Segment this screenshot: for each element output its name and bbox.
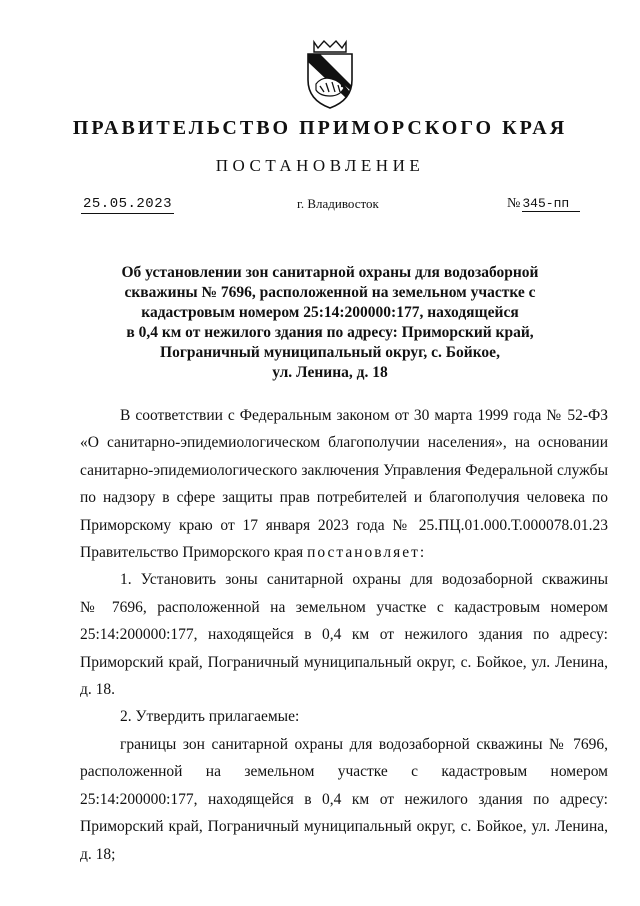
preamble-line: Приморскому краю от 17 января 2023 года № 25.ПЦ.01.000.Т.000078.01.23 <box>80 516 608 534</box>
heading-line: скважины № 7696, расположенной на земельном участке с <box>124 284 536 301</box>
p2a-line: д. 18; <box>80 845 116 863</box>
p1-line: № 7696, расположенной на земельном участке с кадастровым номером <box>80 598 608 616</box>
heading-line: Об установлении зон санитарной охраны для водозаборной <box>121 264 539 281</box>
government-title: ПРАВИТЕЛЬСТВО ПРИМОРСКОГО КРАЯ <box>72 117 568 139</box>
document-number <box>507 196 580 212</box>
resolves-word: постановляет: <box>307 544 427 562</box>
p2a-line: расположенной на земельном участке с кадастровым номером <box>80 763 608 781</box>
preamble-line: В соответствии с Федеральным законом от 30 марта 1999 года № 52-ФЗ <box>120 407 608 424</box>
heading-line: Пограничный муниципальный округ, с. Бойкое, <box>160 344 500 361</box>
preamble-line: по надзору в сфере защиты прав потребителей и благополучия человека по <box>80 489 608 507</box>
preamble-line: санитарно-эпидемиологического заключения Управления Федеральной службы <box>80 461 608 479</box>
crown-icon <box>314 41 346 52</box>
p2a-line: Приморский край, Пограничный муниципальный округ, с. Бойкое, ул. Ленина, <box>80 818 608 836</box>
p1-line: д. 18. <box>80 681 116 699</box>
p1-line: Приморский край, Пограничный муниципальный округ, с. Бойкое, ул. Ленина, <box>80 653 608 671</box>
document-date: 25.05.2023 <box>83 196 173 212</box>
document-city: г. Владивосток <box>297 196 379 211</box>
document-body <box>80 402 608 868</box>
heading-line: ул. Ленина, д. 18 <box>272 364 388 381</box>
number-sign: № <box>507 196 521 211</box>
coat-of-arms-emblem <box>300 38 360 110</box>
preamble-line: «О санитарно-эпидемиологическом благополучии населения», на основании <box>80 434 608 452</box>
document-heading <box>100 263 560 383</box>
p1-line: 1. Установить зоны санитарной охраны для водозаборной скважины <box>120 571 608 589</box>
preamble-closing <box>80 539 608 566</box>
heading-line: кадастровым номером 25:14:200000:177, находящейся <box>141 304 519 321</box>
p1-line: 25:14:200000:177, находящейся в 0,4 км от нежилого здания по адресу: <box>80 626 608 644</box>
p2a-line: границы зон санитарной охраны для водозаборной скважины № 7696, <box>120 735 608 753</box>
p2a-line: 25:14:200000:177, находящейся в 0,4 км от нежилого здания по адресу: <box>80 790 608 808</box>
heading-line: в 0,4 км от нежилого здания по адресу: Приморский край, <box>126 324 534 341</box>
p2-line: 2. Утвердить прилагаемые: <box>120 708 300 726</box>
preamble-end: Правительство Приморского края <box>80 544 304 562</box>
number-value: 345-пп <box>522 196 580 212</box>
document-type: ПОСТАНОВЛЕНИЕ <box>215 156 425 175</box>
